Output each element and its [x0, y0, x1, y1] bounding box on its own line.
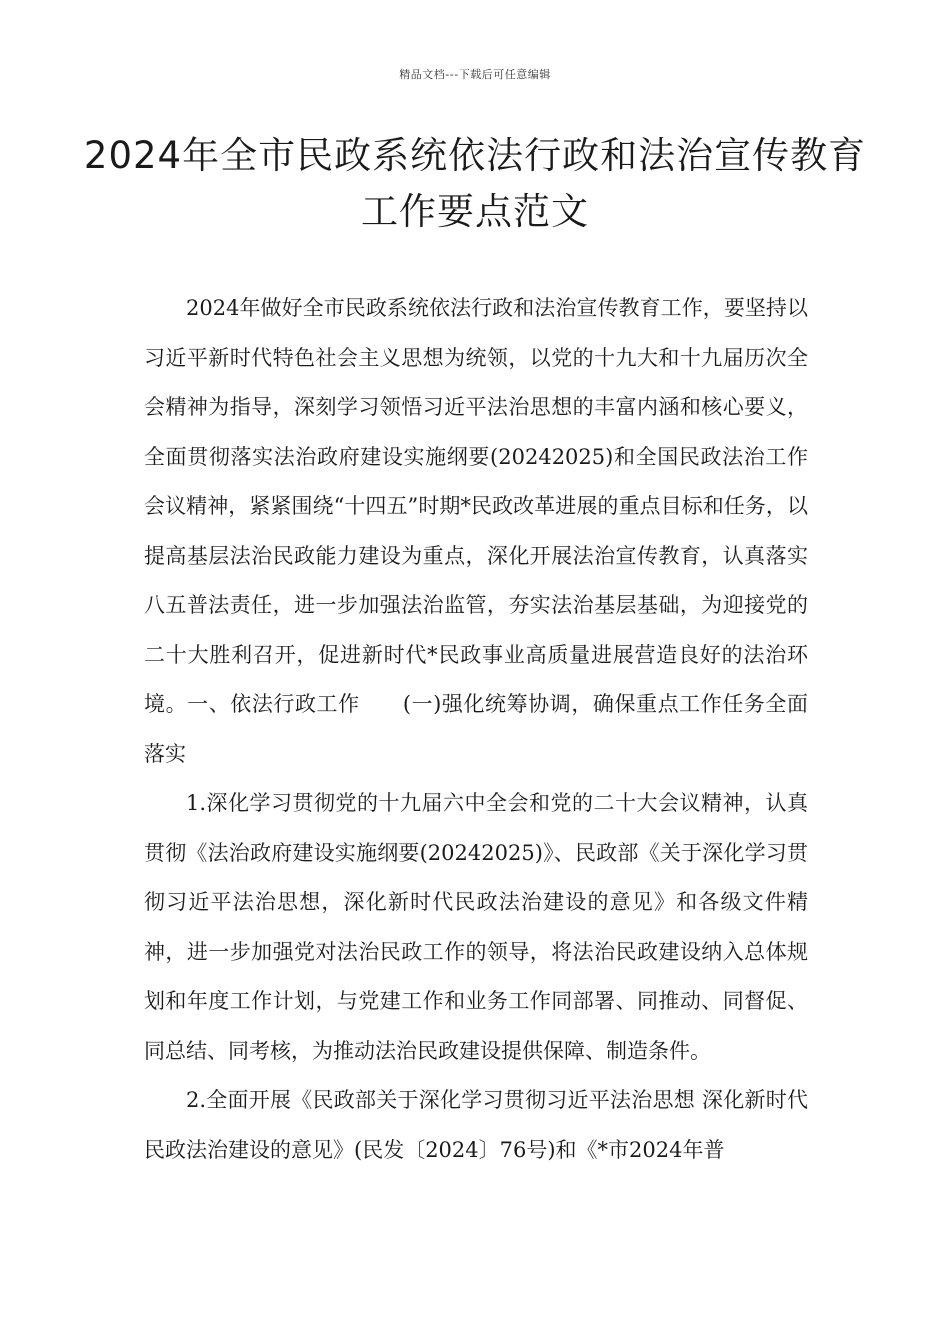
document-title: 2024年全市民政系统依法行政和法治宣传教育工作要点范文	[83, 134, 867, 233]
header-note: 精品文档---下载后可任意编辑	[399, 68, 551, 81]
document-body	[144, 284, 808, 1175]
paragraph-item-1: 1.深化学习贯彻党的十九届六中全会和党的二十大会议精神，认真贯彻《法治政府建设实施纲要(20242025)》、民政部《关于深化学习贯彻习近平法治思想，深化新时代民政法治建设的意见》和各级文件精神，进一步加强党对法治民政工作的领导，将法治民政建设纳入总体规划和年度工作计划，与党建工作和业务工作同部署、同推动、同督促、同总结、同考核，为推动法治民政建设提供保障、制造条件。	[144, 791, 808, 1063]
paragraph-item-2: 2.全面开展《民政部关于深化学习贯彻习近平法治思想 深化新时代民政法治建设的意见》(民发〔2024〕76号)和《*市2024年普	[144, 1088, 808, 1162]
paragraph-intro: 2024年做好全市民政系统依法行政和法治宣传教育工作，要坚持以习近平新时代特色社会主义思想为统领，以党的十九大和十九届历次全会精神为指导，深刻学习领悟习近平法治思想的丰富内涵和核心要义，全面贯彻落实法治政府建设实施纲要(20242025)和全国民政法治工作会议精神，紧紧围绕“十四五”时期*民政改革进展的重点目标和任务，以提高基层法治民政能力建设为重点，深化开展法治宣传教育，认真落实八五普法责任，进一步加强法治监管，夯实法治基层基础，为迎接党的二十大胜利召开，促进新时代*民政事业高质量进展营造良好的法治环境。一、依法行政工作 (一)强化统筹协调，确保重点工作任务全面落实	[144, 296, 808, 766]
